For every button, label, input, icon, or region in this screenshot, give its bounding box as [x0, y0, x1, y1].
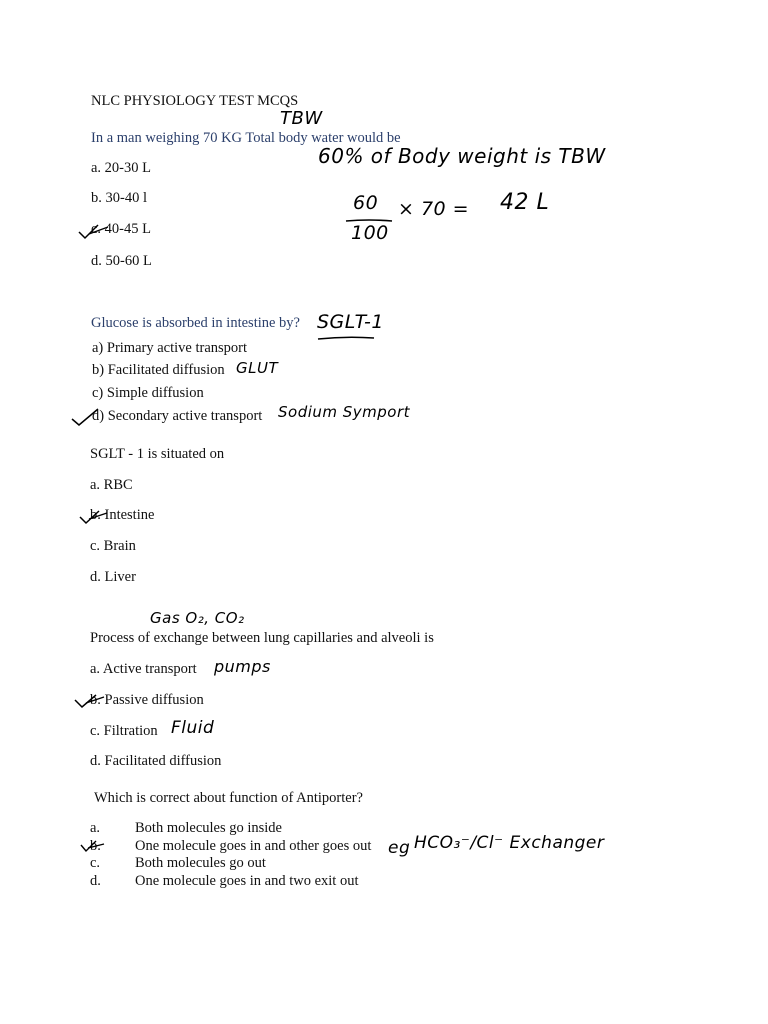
annotation-result: 42 L: [500, 190, 550, 215]
annotation-eg: eg: [388, 838, 411, 858]
annotation-tbw: TBW: [280, 108, 323, 129]
annotation-exchanger: HCO₃⁻/Cl⁻ Exchanger: [414, 833, 605, 853]
q1-option-a: a. 20-30 L: [91, 160, 151, 176]
sglt1-underline: [316, 334, 378, 342]
q5-option-a-letter: a.: [90, 820, 101, 836]
q1-option-b: b. 30-40 l: [91, 190, 147, 206]
q4-option-a: a. Active transport: [90, 661, 197, 677]
annotation-fraction-numerator: 60: [353, 192, 379, 214]
q5-option-b-text: One molecule goes in and other goes out: [135, 838, 372, 854]
check-mark-q1: [76, 222, 112, 240]
check-mark-q2: [70, 405, 106, 427]
q3-option-b: b. Intestine: [90, 507, 155, 523]
q5-option-c-text: Both molecules go out: [135, 855, 266, 871]
annotation-glut: GLUT: [236, 359, 279, 377]
q1-option-d: d. 50-60 L: [91, 253, 152, 269]
annotation-multiplication: × 70 =: [398, 198, 470, 220]
check-mark-q4: [72, 692, 108, 710]
question-3-prompt: SGLT - 1 is situated on: [90, 446, 225, 462]
question-1-prompt: In a man weighing 70 KG Total body water would be: [91, 130, 401, 146]
q4-option-d: d. Facilitated diffusion: [90, 753, 222, 769]
q4-option-c: c. Filtration: [90, 723, 158, 739]
q3-option-a: a. RBC: [90, 477, 133, 493]
q3-option-c: c. Brain: [90, 538, 136, 554]
annotation-gas: Gas O₂, CO₂: [150, 609, 245, 627]
q2-option-b: b) Facilitated diffusion: [92, 362, 225, 378]
check-mark-q5: [78, 839, 108, 855]
q5-option-c-letter: c.: [90, 855, 101, 871]
q2-option-a: a) Primary active transport: [92, 340, 248, 356]
q1-option-c: c. 40-45 L: [91, 221, 151, 237]
annotation-sglt1: SGLT-1: [317, 311, 384, 333]
question-5-prompt: Which is correct about function of Antiporter?: [94, 790, 363, 806]
q5-option-b-letter: b.: [90, 838, 101, 854]
annotation-pumps: pumps: [214, 657, 271, 676]
q2-option-d: d) Secondary active transport: [92, 408, 263, 424]
q5-option-d-letter: d.: [90, 873, 101, 889]
annotation-fluid: Fluid: [171, 718, 215, 738]
q5-option-a-text: Both molecules go inside: [135, 820, 282, 836]
annotation-fraction-denominator: 100: [351, 222, 389, 244]
q5-option-d-text: One molecule goes in and two exit out: [135, 873, 359, 889]
question-2-prompt: Glucose is absorbed in intestine by?: [91, 315, 300, 331]
q3-option-d: d. Liver: [90, 569, 136, 585]
q2-option-c: c) Simple diffusion: [92, 385, 204, 401]
check-mark-q3: [77, 508, 111, 526]
annotation-sodium-symport: Sodium Symport: [278, 403, 411, 421]
annotation-tbw-formula: 60% of Body weight is TBW: [318, 144, 606, 168]
page-title: NLC PHYSIOLOGY TEST MCQS: [91, 93, 299, 109]
q4-option-b: b. Passive diffusion: [90, 692, 204, 708]
question-4-prompt: Process of exchange between lung capillaries and alveoli is: [90, 630, 434, 646]
